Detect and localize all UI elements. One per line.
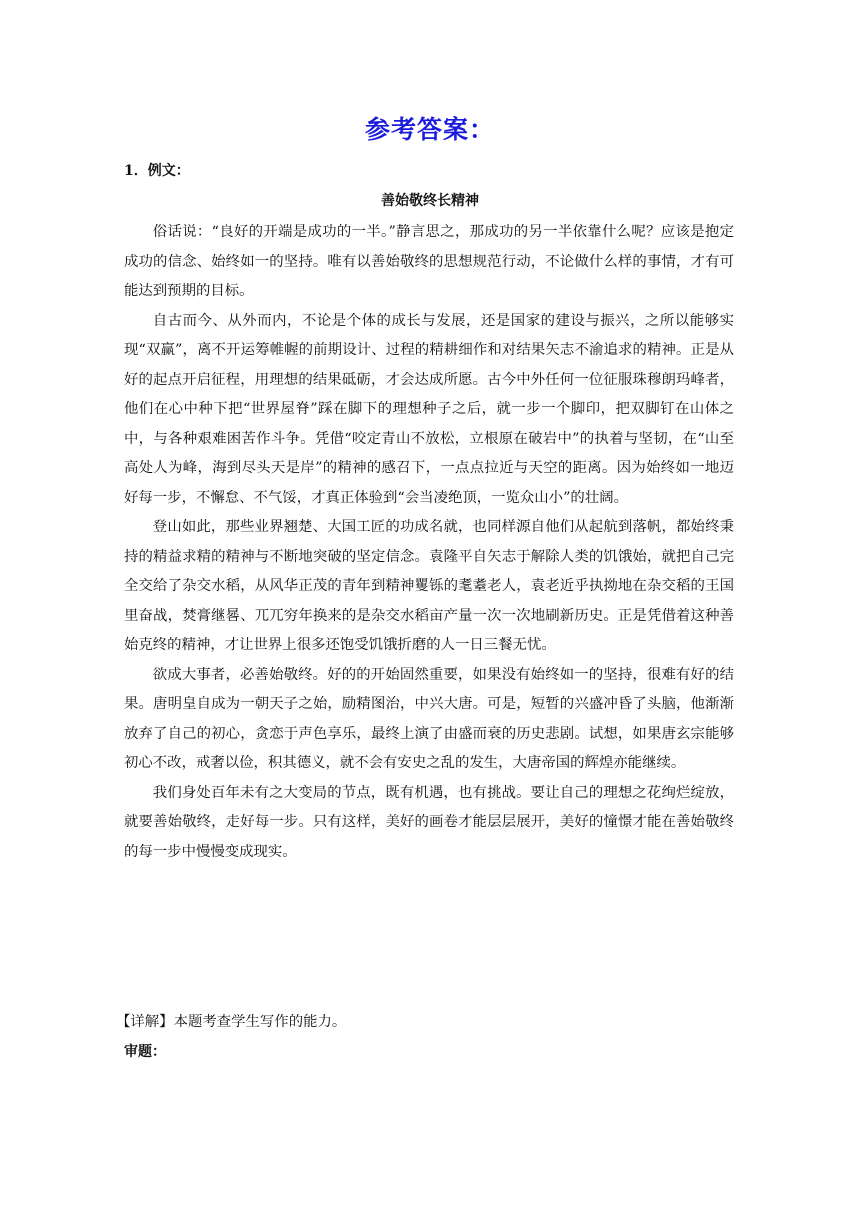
- essay-title: 善始敬终长精神: [381, 193, 479, 209]
- detail-note: 【详解】本题考查学生写作的能力。: [116, 1014, 347, 1030]
- essay-paragraph: 我们身处百年未有之大变局的节点，既有机遇，也有挑战。要让自己的理想之花绚烂绽放，就要善始敬终，走好每一步。只有这样，美好的画卷才能层层展开，美好的憧憬才能在善始敬终的每一步中慢慢变成现实。: [124, 784, 734, 860]
- review-label: 审题：: [124, 1044, 166, 1060]
- essay-body: [124, 218, 734, 867]
- essay-paragraph: 欲成大事者，必善始敬终。好的的开始固然重要，如果没有始终如一的坚持，很难有好的结果。唐明皇自成为一朝天子之始，励精图治，中兴大唐。可是，短暂的兴盛冲昏了头脑，他渐渐放弃了自己的初心，贪恋于声色享乐，最终上演了由盛而衰的历史悲剧。试想，如果唐玄宗能够初心不改，戒奢以俭，积其德义，就不会有安史之乱的发生，大唐帝国的辉煌亦能继续。: [124, 666, 734, 771]
- essay-paragraph: 登山如此，那些业界翘楚、大国工匠的功成名就，也同样源自他们从起航到落帆，都始终秉持的精益求精的精神与不断地突破的坚定信念。袁隆平自矢志于解除人类的饥饿始，就把自己完全交给了杂交水稻，从风华正茂的青年到精神矍铄的耄耋老人，袁老近乎执拗地在杂交稻的王国里奋战，焚膏继晷、兀兀穷年换来的是杂交水稻亩产量一次一次地刷新历史。正是凭借着这种善始克终的精神，才让世界上很多还饱受饥饿折磨的人一日三餐无忧。: [124, 519, 734, 653]
- essay-paragraph: 俗话说：“良好的开端是成功的一半。”静言思之，那成功的另一半依靠什么呢？应该是抱定成功的信念、始终如一的坚持。唯有以善始敬终的思想规范行动，不论做什么样的事情，才有可能达到预期的目标。: [124, 224, 734, 299]
- question-label: 1．例文：: [124, 163, 190, 179]
- essay-paragraph: 自古而今、从外而内，不论是个体的成长与发展，还是国家的建设与振兴，之所以能够实现“双赢”，离不开运筹帷幄的前期设计、过程的精耕细作和对结果矢志不渝追求的精神。正是从好的起点开启征程，用理想的结果砥砺，才会达成所愿。古今中外任何一位征服珠穆朗玛峰者，他们在心中种下把“世界屋脊”踩在脚下的理想种子之后，就一步一个脚印，把双脚钉在山体之中，与各种艰难困苦作斗争。凭借“咬定青山不放松，立根原在破岩中”的执着与坚韧，在“山至高处人为峰，海到尽头天是岸”的精神的感召下，一点点拉近与天空的距离。因为始终如一地迈好每一步，不懈怠、不气馁，才真正体验到“会当凌绝顶，一览众山小”的壮阔。: [124, 312, 734, 506]
- answer-heading: 参考答案：: [364, 115, 495, 144]
